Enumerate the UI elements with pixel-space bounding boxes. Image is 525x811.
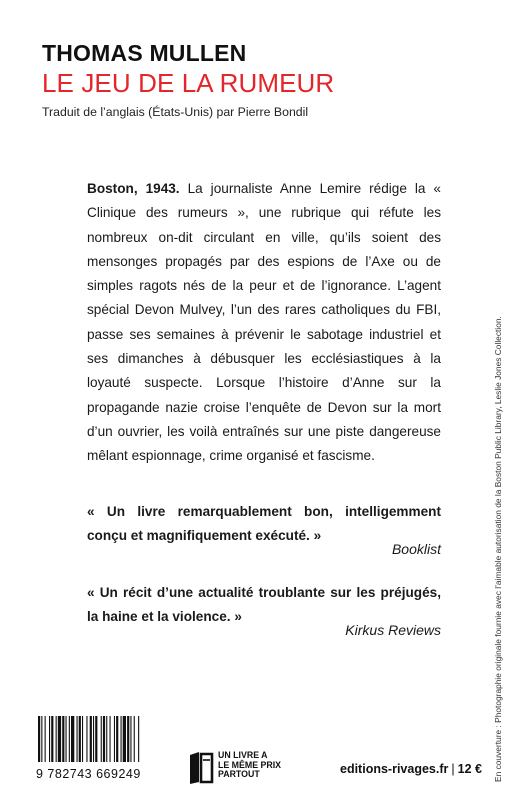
author-name: THOMAS MULLEN [42,40,247,66]
book-title: LE JEU DE LA RUMEUR [42,68,335,98]
price-logo [188,751,328,787]
publisher-website[interactable]: editions-rivages.fr [340,762,449,776]
translator-credit: Traduit de l’anglais (États-Unis) par Pierre Bondil [42,105,309,119]
publisher-footer [340,762,482,776]
review-source-1: Booklist [391,541,441,557]
review-quote-1: « Un livre remarquablement bon, intelligemment conçu et magnifiquement exécuté. » [87,504,441,543]
book-price-logo-icon [188,751,214,785]
cover-header [42,40,495,120]
barcode-bars-icon [36,716,177,762]
isbn-digits: 9 782743 669249 [36,767,141,781]
review-source-2: Kirkus Reviews [345,622,441,638]
price-logo-text: UN LIVRE A LE MÊME PRIX PARTOUT [218,750,282,780]
cover-photo-credit: En couverture : Photographie originale fournie avec l’aimable autorisation de la Boston Public Library, Leslie Jones Collection. [493,316,503,782]
summary-text: La journaliste Anne Lemire rédige la « Clinique des rumeurs », une rubrique qui réfute les nombreux on-dit circulant en ville, qu’ils soient des mensonges propagés par des espions de l’Axe ou de simples ragots nés de la peur et de l’ignorance. L’agent spécial Devon Mulvey, l’un des rares catholiques du FBI, passe ses semaines à prévenir le sabotage industriel et ses dimanches à débusquer les ecclésiastiques à la loyauté suspecte. Lorsque l’histoire d’Anne sur la propagande nazie croise l’enquête de Devon sur la mort d’un ouvrier, les voilà entraînés sur une piste dangereuse mêlant espionnage, crime organisé et fascisme. [87,181,441,464]
footer-separator: | [451,762,455,776]
review-quote-2: « Un récit d’une actualité troublante sur les préjugés, la haine et la violence. » [87,585,441,624]
summary-paragraph [87,177,441,469]
isbn-barcode [36,716,177,781]
summary-lead: Boston, 1943. [87,181,180,196]
book-price: 12 € [457,762,482,776]
